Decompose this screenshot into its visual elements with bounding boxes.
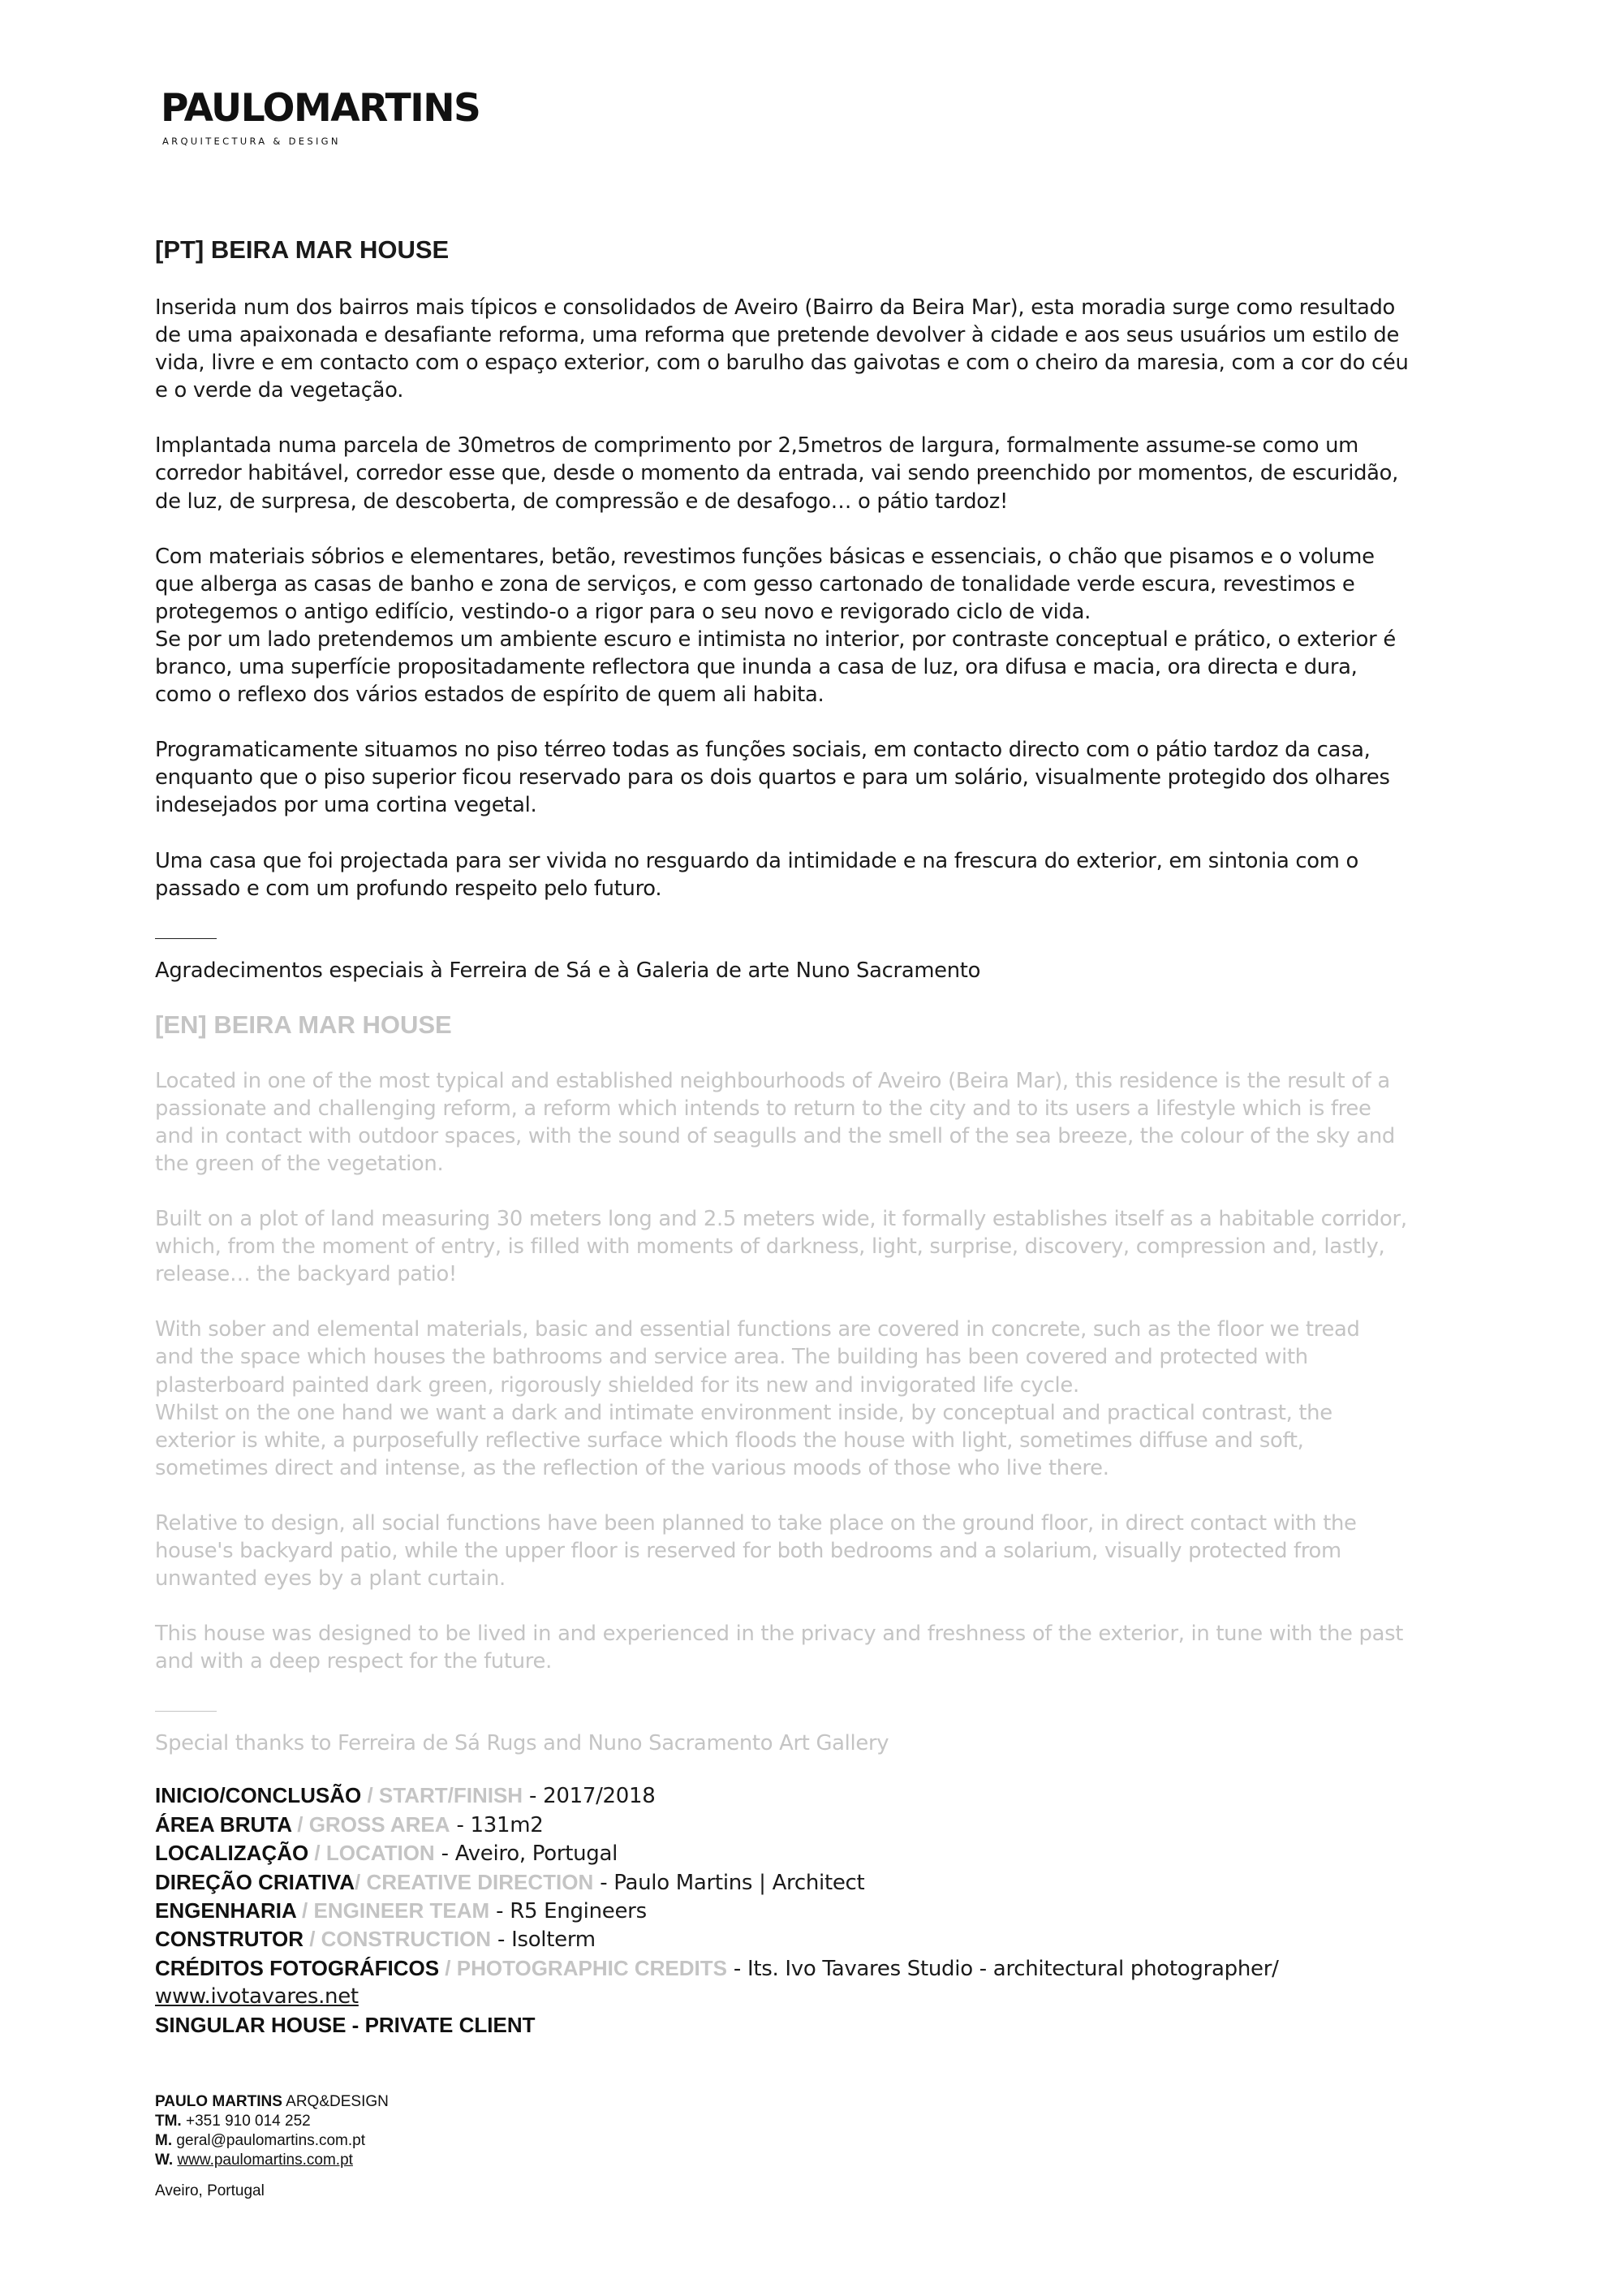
credit-start-finish: [155, 1781, 1486, 1810]
credit-label-en: / ENGINEER TEAM: [295, 1898, 490, 1923]
footer-city: Aveiro, Portugal: [155, 2182, 265, 2199]
pt-paragraph-1: Inserida num dos bairros mais típicos e consolidados de Aveiro (Bairro da Beira Mar), esta moradia surge como resultado de uma apaixonada e desafiante reforma, uma reforma que pretende devolver à cidade e aos seus usuários um estilo de vida, livre e em contacto com o espaço exterior, com o barulho das gaivotas e com o cheiro da maresia, com a cor do céu e o verde da vegetação.: [155, 295, 1409, 403]
credit-label: CONSTRUTOR: [155, 1927, 304, 1952]
en-heading: [EN] BEIRA MAR HOUSE: [155, 1010, 452, 1039]
pt-divider: [155, 938, 217, 939]
credit-label-en: / LOCATION: [308, 1841, 435, 1866]
credit-value: - Paulo Martins | Architect: [593, 1870, 865, 1895]
credit-label-en: / CREATIVE DIRECTION: [355, 1869, 594, 1894]
document-body: [155, 234, 1486, 2040]
credit-label: INICIO/CONCLUSÃO: [155, 1783, 362, 1808]
credit-label: LOCALIZAÇÃO: [155, 1841, 309, 1866]
credit-label: DIREÇÃO CRIATIVA: [155, 1869, 355, 1894]
en-divider: [155, 1711, 217, 1712]
credit-label: CRÉDITOS FOTOGRÁFICOS: [155, 1955, 440, 1980]
footer-phone: [155, 2112, 389, 2131]
credit-label: ÁREA BRUTA: [155, 1811, 292, 1837]
footer-email-label: M.: [155, 2132, 173, 2149]
credit-label-en: / CONSTRUCTION: [303, 1927, 492, 1952]
pt-heading: [PT] BEIRA MAR HOUSE: [155, 235, 450, 264]
credit-value: - 131m2: [450, 1812, 544, 1837]
credit-value: - Its. Ivo Tavares Studio - architectural photographer/: [726, 1956, 1279, 1981]
credit-label-en: / START/FINISH: [361, 1783, 523, 1808]
footer-phone-value: +351 910 014 252: [181, 2113, 311, 2130]
pt-paragraph-5: Uma casa que foi projectada para ser vivida no resguardo da intimidade e na frescura do exterior, em sintonia com o passado e com um profundo respeito pelo futuro.: [155, 848, 1358, 901]
logo-wordmark: PAULOMARTINS: [161, 86, 480, 131]
credit-link-row: [155, 1983, 1486, 2010]
credit-photographic: [155, 1954, 1486, 1983]
credit-engineer-team: [155, 1897, 1486, 1925]
company-logo: [161, 86, 480, 147]
credit-value: - Isolterm: [491, 1928, 596, 1953]
credit-value: - 2017/2018: [523, 1784, 656, 1809]
credit-gross-area: [155, 1811, 1486, 1839]
credit-location: [155, 1839, 1486, 1867]
pt-paragraph-4: Programaticamente situamos no piso térreo todas as funções sociais, em contacto directo com o pátio tardoz da casa, enquanto que o piso superior ficou reservado para os dois quartos e para um solário, visualmente protegido dos olhares indesejados por uma cortina vegetal.: [155, 738, 1390, 818]
client-line: [155, 2011, 1486, 2040]
client-label: SINGULAR HOUSE - PRIVATE CLIENT: [155, 2012, 536, 2037]
pt-paragraph-3: Com materiais sóbrios e elementares, betão, revestimos funções básicas e essenciais, o chão que pisamos e o volume que alberga as casas de banho e zona de serviços, e com gesso cartonado de tonalidade verde escura, revestimos e protegemos o antigo edifício, vestindo-o a rigor para o seu novo e revigorado ciclo de vida. Se por um lado pretendemos um ambiente escuro e intimista no interior, por contraste conceptual e prático, o exterior é branco, uma superfície propositadamente reflectora que inunda a casa de luz, ora difusa e macia, ora directa e dura, como o reflexo dos vários estados de espírito de quem ali habita.: [155, 544, 1396, 708]
pt-paragraph-2: Implantada numa parcela de 30metros de comprimento por 2,5metros de largura, formalmente assume-se como um corredor habitável, corredor esse que, desde o momento da entrada, vai sendo preenchido por momentos, de escuridão, de luz, de surpresa, de descoberta, de compressão e de desafogo… o pátio tardoz!: [155, 433, 1399, 514]
credit-value: - R5 Engineers: [489, 1899, 647, 1923]
en-paragraph-3: With sober and elemental materials, basic and essential functions are covered in concrete, such as the floor we tread and the space which houses the bathrooms and service area. The building has been covered and protected with plasterboard painted dark green, rigorously shielded for its new and invigorated life cycle. Whilst on the one hand we want a dark and intimate environment inside, by conceptual and practical contrast, the exterior is white, a purposefully reflective surface which floods the house with light, sometimes diffuse and soft, sometimes direct and intense, as the reflection of the various moods of those who live there.: [155, 1317, 1360, 1480]
en-paragraph-2: Built on a plot of land measuring 30 meters long and 2.5 meters wide, it formally establishes itself as a habitable corridor, which, from the moment of entry, is filled with moments of darkness, light, surprise, discovery, compression and, lastly, release… the backyard patio!: [155, 1207, 1407, 1287]
credit-label: ENGENHARIA: [155, 1898, 296, 1923]
credit-label-en: / GROSS AREA: [291, 1811, 450, 1837]
footer-phone-label: TM.: [155, 2113, 182, 2130]
contact-footer: [155, 2092, 389, 2201]
en-thanks: Special thanks to Ferreira de Sá Rugs and Nuno Sacramento Art Gallery: [155, 1731, 889, 1756]
photographer-link[interactable]: www.ivotavares.net: [155, 1984, 359, 2010]
en-paragraph-5: This house was designed to be lived in and experienced in the privacy and freshness of the exterior, in tune with the past and with a deep respect for the future.: [155, 1622, 1404, 1674]
footer-web-link[interactable]: www.paulomartins.com.pt: [177, 2152, 353, 2169]
project-credits: [155, 1781, 1486, 2040]
credit-construction: [155, 1925, 1486, 1954]
footer-company: [155, 2092, 389, 2112]
credit-creative-direction: [155, 1868, 1486, 1897]
footer-company-rest: ARQ&DESIGN: [282, 2093, 389, 2110]
pt-thanks: Agradecimentos especiais à Ferreira de Sá e à Galeria de arte Nuno Sacramento: [155, 958, 981, 983]
footer-web-label: W.: [155, 2152, 174, 2169]
en-paragraph-1: Located in one of the most typical and established neighbourhoods of Aveiro (Beira Mar), this residence is the result of a passionate and challenging reform, a reform which intends to return to the city and to its users a lifestyle which is free and in contact with outdoor spaces, with the sound of seagulls and the smell of the sea breeze, the colour of the sky and the green of the vegetation.: [155, 1068, 1395, 1176]
footer-email-value[interactable]: geral@paulomartins.com.pt: [172, 2132, 365, 2149]
en-paragraph-4: Relative to design, all social functions have been planned to take place on the ground floor, in direct contact with the house's backyard patio, while the upper floor is reserved for both bedrooms and a solarium, visually protected from unwanted eyes by a plant curtain.: [155, 1510, 1357, 1592]
footer-web: [155, 2151, 389, 2170]
footer-email: [155, 2131, 389, 2151]
footer-company-bold: PAULO MARTINS: [155, 2093, 282, 2110]
credit-value: - Aveiro, Portugal: [434, 1842, 618, 1867]
logo-subtitle: ARQUITECTURA & DESIGN: [162, 136, 341, 147]
credit-label-en: / PHOTOGRAPHIC CREDITS: [439, 1955, 727, 1980]
